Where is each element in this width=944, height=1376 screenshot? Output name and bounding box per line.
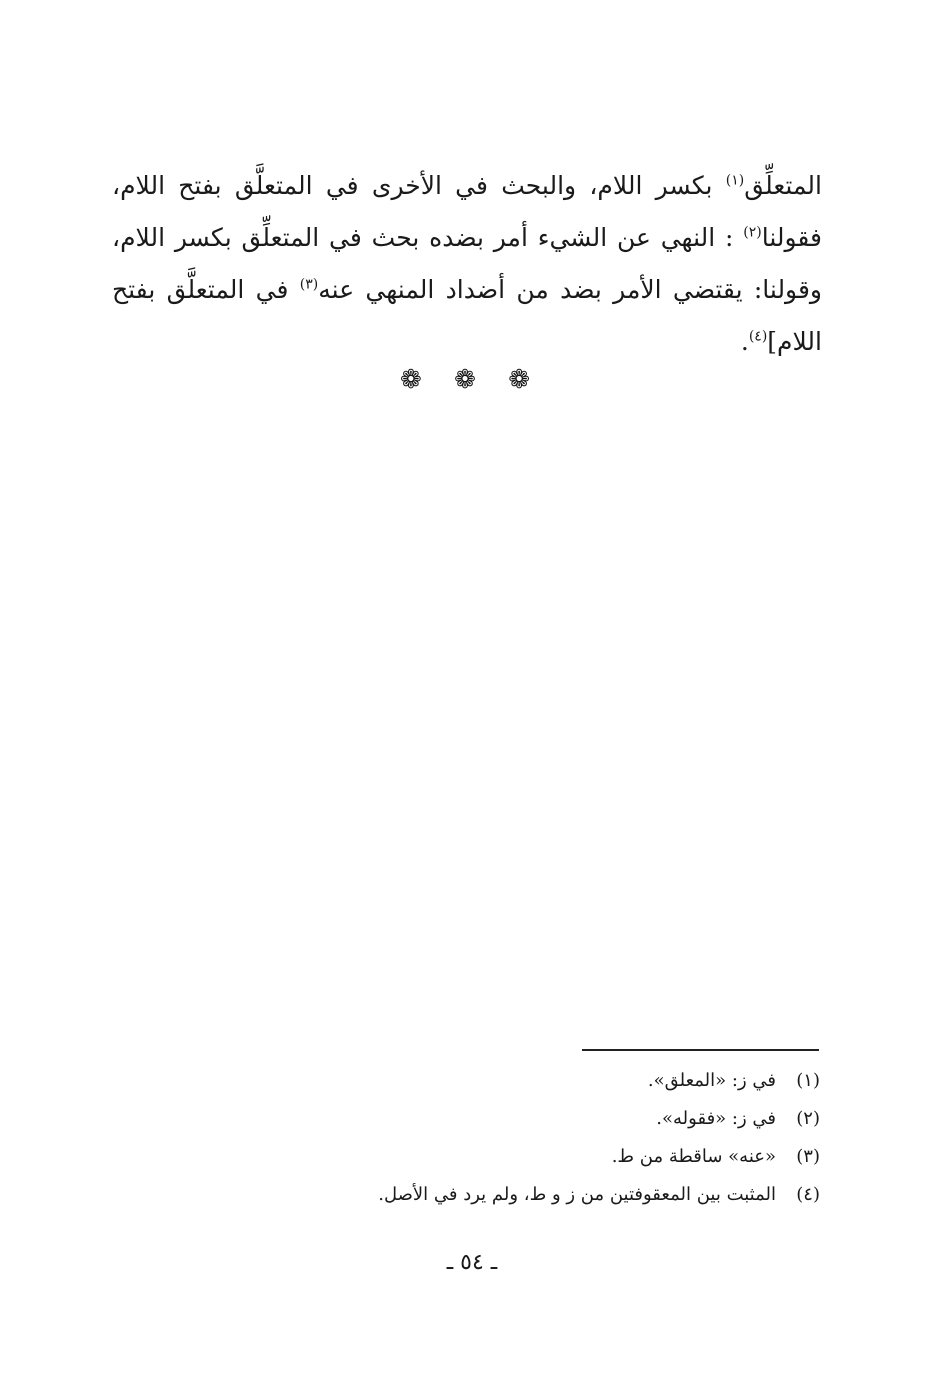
footnote-text: في ز: «فقوله». xyxy=(656,1108,776,1129)
footnote-item xyxy=(300,1100,820,1138)
footnote-item xyxy=(300,1176,820,1214)
footnote-ref-4: (٤) xyxy=(748,328,768,345)
footnote-item xyxy=(300,1062,820,1100)
section-separator xyxy=(400,360,530,400)
body-text-segment-4: في المتعلَّق بفتح اللام] xyxy=(112,275,822,356)
footnote-number: (١) xyxy=(796,1070,820,1091)
flower-ornament-icon: ❁ xyxy=(454,365,476,395)
footnote-text: المثبت بين المعقوفتين من ز و ط، ولم يرد في الأصل. xyxy=(378,1184,776,1205)
body-text-segment-5: . xyxy=(740,327,749,356)
footnote-ref-1: (١) xyxy=(725,172,745,189)
main-paragraph xyxy=(112,160,822,368)
footnote-ref-2: (٢) xyxy=(743,224,762,241)
flower-ornament-icon: ❁ xyxy=(400,365,422,395)
body-text-segment-1: المتعلِّق xyxy=(744,171,822,200)
footnote-ref-3: (٣) xyxy=(299,276,319,293)
footnote-number: (٤) xyxy=(796,1184,820,1205)
body-text-segment-2: بكسر اللام، والبحث في الأخرى في المتعلَّق بفتح اللام، فقولنا xyxy=(112,171,822,252)
body-text-segment-3: : النهي عن الشيء أمر بضده بحث في المتعلِّق بكسر اللام، وقولنا: يقتضي الأمر بضد من أضداد المنهي عنه xyxy=(112,223,822,304)
footnote-number: (٢) xyxy=(796,1108,820,1129)
flower-ornament-icon: ❁ xyxy=(508,365,530,395)
footnote-item xyxy=(300,1138,820,1176)
footnote-divider xyxy=(582,1049,819,1051)
page-number: ـ ٥٤ ـ xyxy=(446,1250,498,1275)
footnote-text: في ز: «المعلق». xyxy=(647,1070,776,1091)
footnotes-list xyxy=(300,1062,820,1214)
footnote-number: (٣) xyxy=(796,1146,820,1167)
footnote-text: «عنه» ساقطة من ط. xyxy=(611,1146,776,1167)
